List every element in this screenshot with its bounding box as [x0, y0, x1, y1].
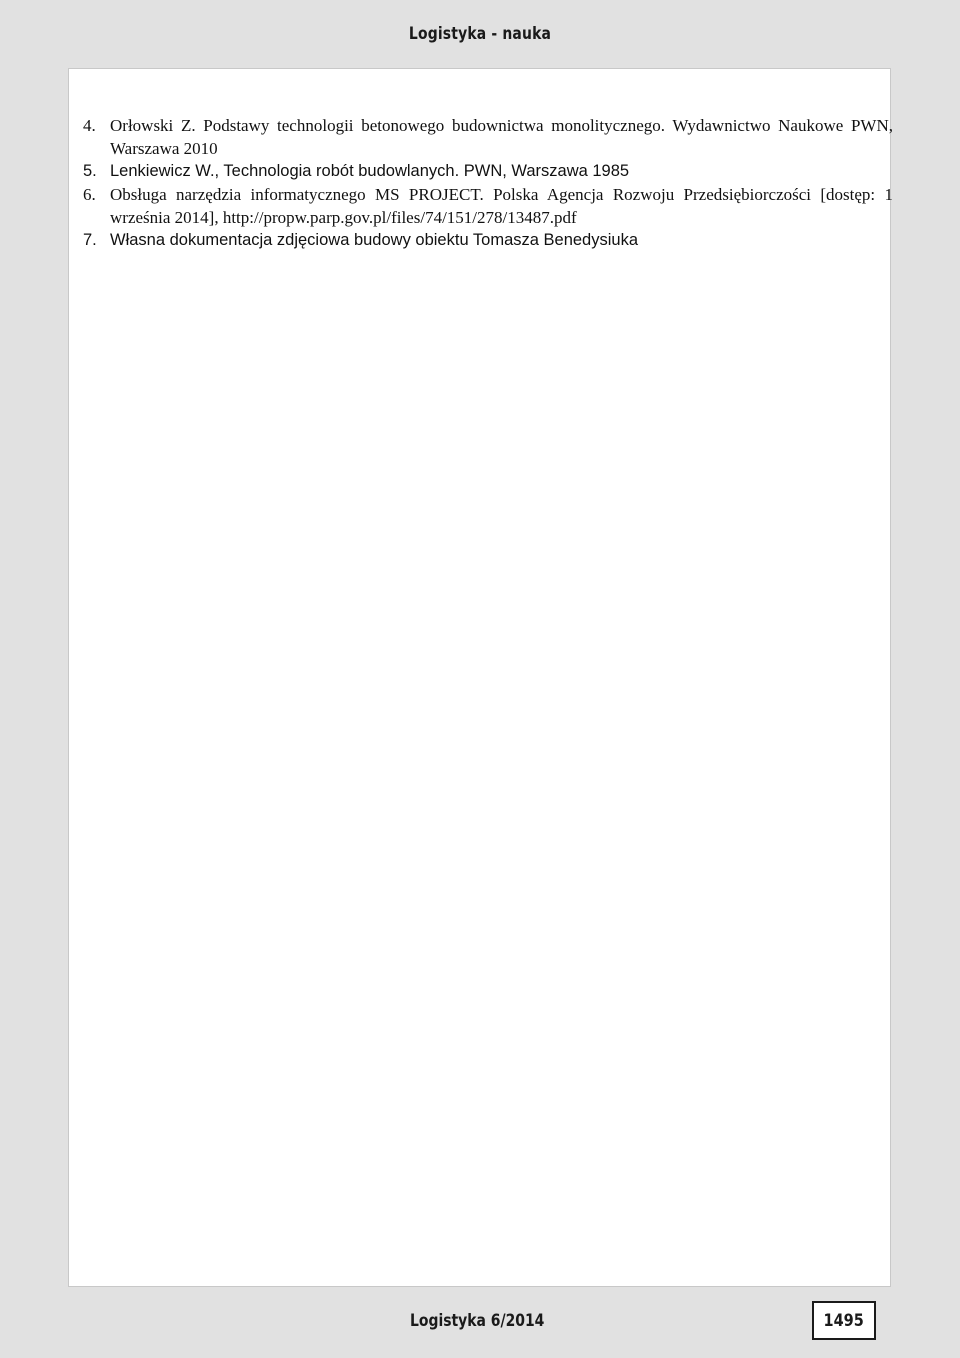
- reference-text: Orłowski Z. Podstawy technologii betonowego budownictwa monolitycznego. Wydawnictwo Naukowe PWN, Warszawa 2010: [110, 116, 893, 158]
- reference-item: [83, 183, 893, 229]
- running-header-title: Logistyka - nauka: [408, 24, 552, 44]
- page-number: 1495: [823, 1310, 865, 1331]
- reference-text: Własna dokumentacja zdjęciowa budowy obiektu Tomasza Benedysiuka: [110, 231, 638, 249]
- reference-number: 7.: [83, 231, 97, 249]
- reference-text: Lenkiewicz W., Technologia robót budowlanych. PWN, Warszawa 1985: [110, 162, 630, 180]
- footer-journal-issue: Logistyka 6/2014: [410, 1311, 545, 1331]
- reference-item: [83, 114, 893, 160]
- reference-list: [83, 114, 893, 252]
- reference-text: Obsługa narzędzia informatycznego MS PROJECT. Polska Agencja Rozwoju Przedsiębiorczości [dostęp: 1 września 2014], http://propw.parp.gov.pl/files/74/151/278/13487.pdf: [110, 185, 893, 227]
- reference-item: [83, 160, 893, 183]
- reference-number: 5.: [83, 162, 97, 180]
- reference-number: 6.: [83, 185, 96, 204]
- reference-number: 4.: [83, 116, 96, 135]
- page-number-box: [812, 1301, 876, 1340]
- page-sheet: [68, 68, 891, 1287]
- reference-item: [83, 229, 893, 252]
